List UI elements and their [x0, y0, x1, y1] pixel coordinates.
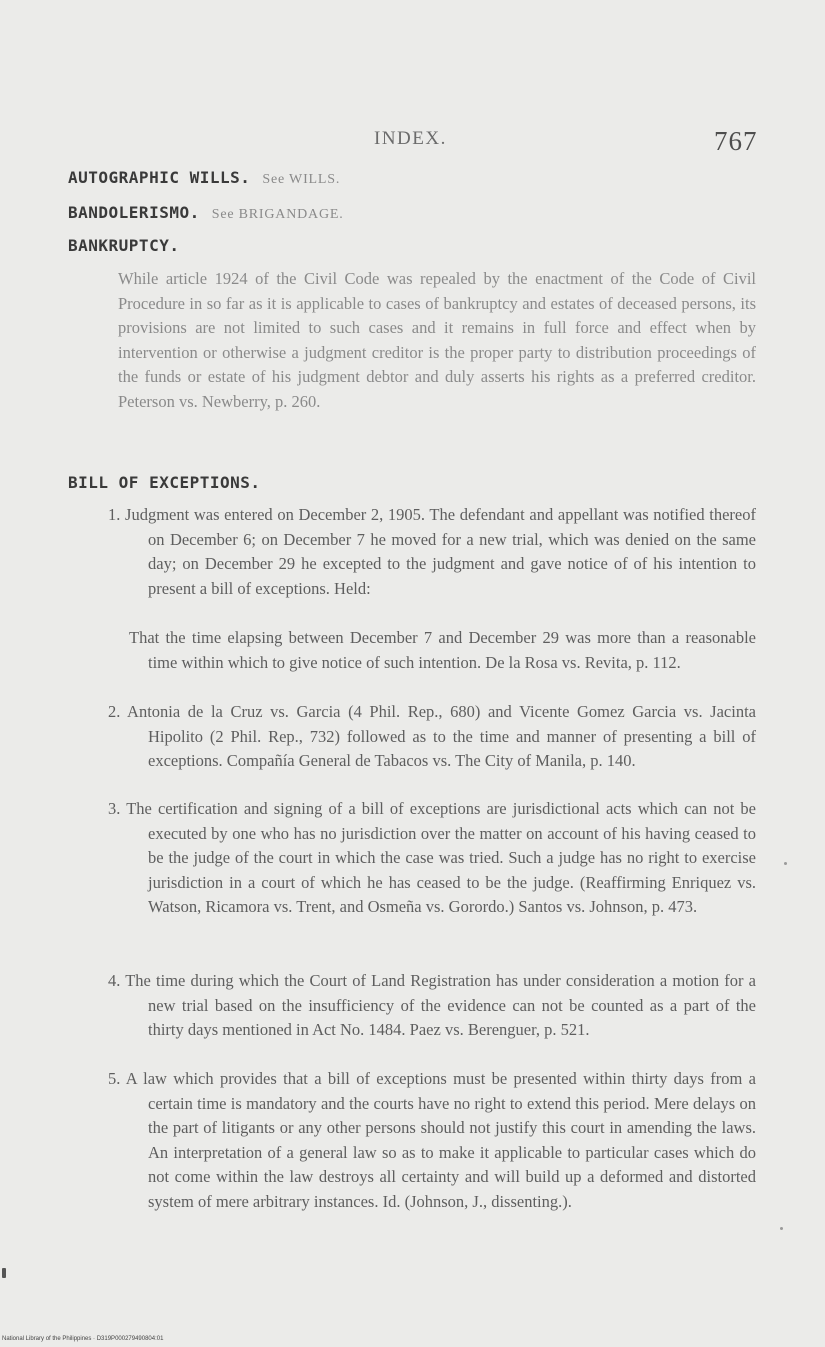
list-item: That the time elapsing between December 7 and December 29 was more than a reasonable time within which to give notice of such intention. De la Rosa vs. Revita, p. 112. [129, 628, 756, 672]
entry-autographic-wills [68, 168, 340, 188]
list-item: 1. Judgment was entered on December 2, 1905. The defendant and appellant was notified thereof on December 6; on December 7 he moved for a new trial, which was denied on the same day; on December 29 he excepted to the judgment and gave notice of of his intention to present a bill of exceptions. Held: [108, 505, 756, 598]
cross-reference: See BRIGANDAGE. [211, 207, 344, 222]
list-item: 2. Antonia de la Cruz vs. Garcia (4 Phil. Rep., 680) and Vicente Gomez Garcia vs. Jacinta Hipolito (2 Phil. Rep., 732) followed as to the time and manner of presenting a bill of exceptions. Compañía General de Tabacos vs. The City of Manila, p. 140. [108, 702, 756, 771]
page-number: 767 [714, 126, 758, 156]
entry-bankruptcy-heading: BANKRUPTCY. [68, 236, 180, 255]
scan-edge-mark [2, 1268, 6, 1278]
running-head: INDEX. [374, 128, 447, 149]
entry-heading: BANDOLERISMO. [68, 203, 200, 222]
scan-speck [784, 862, 787, 865]
list-item: 4. The time during which the Court of Land Registration has under consideration a motion for a new trial based on the insufficiency of the evidence can not be counted as a part of the thirty days mentioned in Act No. 1484. Paez vs. Berenguer, p. 521. [108, 971, 756, 1040]
cross-reference: See WILLS. [262, 172, 341, 187]
list-item: 5. A law which provides that a bill of exceptions must be presented within thirty days from a certain time is mandatory and the courts have no right to extend this period. Mere delays on the part of litigants or any other persons should not justify this court in amending the laws. An interpretation of a general law so as to make it applicable to particular cases which do not come within the law destroys all certainty and will build up a deformed and distorted system of mere arbitrary instances. Id. (Johnson, J., dissenting.). [108, 1069, 756, 1211]
entry-bandolerismo [68, 203, 344, 223]
scan-speck [780, 1227, 783, 1230]
entry-heading: AUTOGRAPHIC WILLS. [68, 168, 251, 187]
entry-bill-of-exceptions-heading: BILL OF EXCEPTIONS. [68, 473, 261, 492]
bankruptcy-text: While article 1924 of the Civil Code was repealed by the enactment of the Code of Civil Procedure in so far as it is applicable to cases of bankruptcy and estates of deceased persons, its provisions are not limited to such cases and it remains in full force and effect when by intervention or otherwise a judgment creditor is the proper party to distribution proceedings of the funds or estate of his judgment debtor and duly asserts his rights as a preferred creditor. Peterson vs. Newberry, p. 260. [118, 269, 756, 411]
library-footer: National Library of the Philippines · D319P000279490804:01 [2, 1336, 164, 1342]
list-item: 3. The certification and signing of a bill of exceptions are jurisdictional acts which can not be executed by one who has no jurisdiction over the matter on account of his having ceased to be the judge of the court in which the case was tried. Such a judge has no right to exercise jurisdiction in a court of which he has ceased to be the judge. (Reaffirming Enriquez vs. Watson, Ricamora vs. Trent, and Osmeña vs. Gorordo.) Santos vs. Johnson, p. 473. [108, 799, 756, 917]
